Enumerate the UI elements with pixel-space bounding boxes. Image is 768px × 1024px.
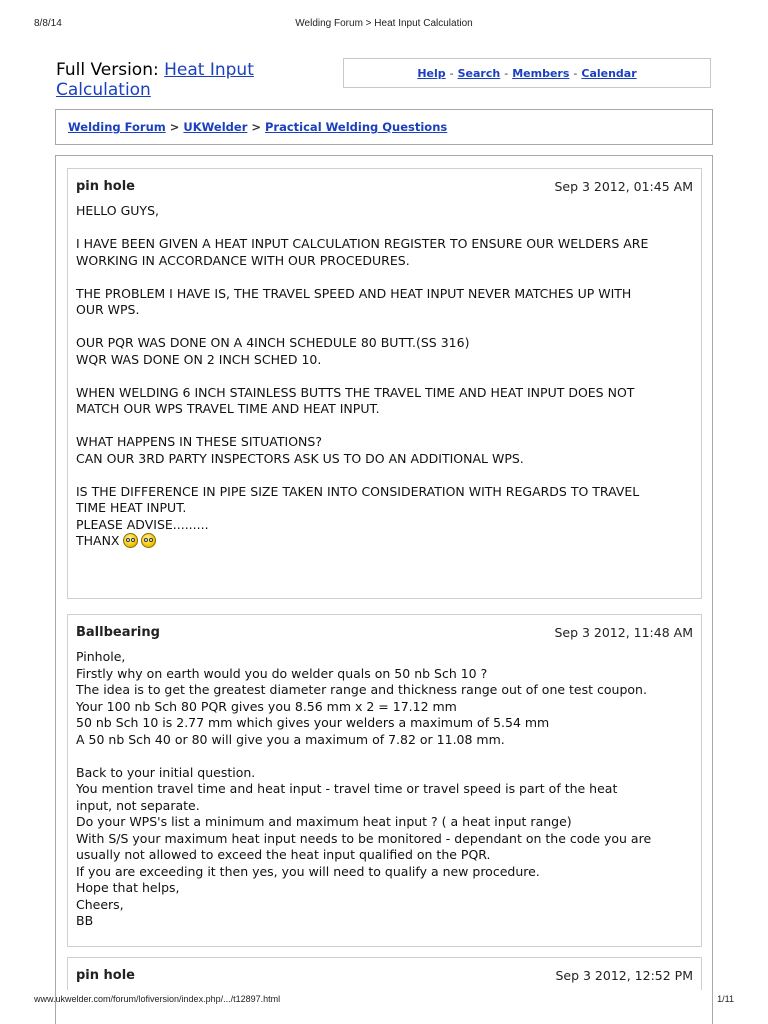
post [67, 168, 702, 599]
post-text-line: BB [76, 913, 94, 928]
confused-smiley-icon [141, 533, 156, 548]
post-paragraph-gap [76, 319, 693, 336]
nav-separator: - [504, 66, 509, 80]
post-text-line: usually not allowed to exceed the heat input qualified on the PQR. [76, 847, 491, 862]
post [67, 614, 702, 947]
print-page-number: 1/11 [717, 994, 734, 1004]
post-paragraph-gap [76, 748, 693, 765]
post-text-line: IS THE DIFFERENCE IN PIPE SIZE TAKEN INTO CONSIDERATION WITH REGARDS TO TRAVEL [76, 483, 640, 499]
members-link[interactable]: Members [512, 66, 570, 80]
post-text-line: OUR PQR WAS DONE ON A 4INCH SCHEDULE 80 BUTT.(SS 316) [76, 335, 470, 350]
post-header [68, 958, 701, 992]
post-author: pin hole [76, 967, 136, 983]
post-text-line: Your 100 nb Sch 80 PQR gives you 8.56 mm x 2 = 17.12 mm [76, 698, 457, 714]
post-text-line: You mention travel time and heat input - travel time or travel speed is part of the heat [76, 781, 618, 796]
post-text-line: THANX [76, 533, 693, 550]
post-text-line: Back to your initial question. [76, 764, 256, 780]
print-url: www.ukwelder.com/forum/lofiversion/index.php/.../t12897.html [34, 994, 281, 1004]
post-text-line: PLEASE ADVISE......... [76, 516, 209, 532]
confused-smiley-icon [123, 533, 138, 548]
breadcrumb-separator: > [251, 120, 261, 134]
post-date: Sep 3 2012, 01:45 AM [554, 178, 693, 194]
post-author: pin hole [76, 178, 136, 194]
post-paragraph-gap [76, 220, 693, 237]
post-paragraph-gap [76, 467, 693, 484]
post-date: Sep 3 2012, 12:52 PM [555, 967, 693, 983]
help-link[interactable]: Help [417, 66, 446, 80]
post-paragraph-gap [76, 418, 693, 435]
breadcrumb-separator: > [169, 120, 180, 134]
top-navigation [343, 58, 711, 88]
post-text-line: With S/S your maximum heat input needs to be monitored - dependant on the code you are [76, 830, 652, 846]
post-text-line: WHAT HAPPENS IN THESE SITUATIONS? [76, 434, 322, 449]
post-text-line: CAN OUR 3RD PARTY INSPECTORS ASK US TO DO AN ADDITIONAL WPS. [76, 450, 524, 466]
post-header [68, 615, 701, 649]
post-author: Ballbearing [76, 624, 160, 640]
post-body [68, 203, 701, 550]
post-text-line: A 50 nb Sch 40 or 80 will give you a maximum of 7.82 or 11.08 mm. [76, 731, 505, 747]
breadcrumb-practical-welding-questions[interactable]: Practical Welding Questions [265, 120, 448, 134]
full-version-title [56, 60, 326, 100]
breadcrumb-ukwelder[interactable]: UKWelder [183, 120, 248, 134]
full-version-prefix: Full Version: [56, 60, 165, 80]
post-date: Sep 3 2012, 11:48 AM [554, 624, 693, 640]
nav-separator: - [449, 66, 454, 80]
calendar-link[interactable]: Calendar [581, 66, 637, 80]
post-text-line: Cheers, [76, 896, 124, 912]
post-text-line: The idea is to get the greatest diameter range and thickness range out of one test coupon. [76, 682, 647, 697]
post-text-line: 50 nb Sch 10 is 2.77 mm which gives your welders a maximum of 5.54 mm [76, 715, 550, 730]
print-title: Welding Forum > Heat Input Calculation [295, 18, 473, 29]
post-text-line: MATCH OUR WPS TRAVEL TIME AND HEAT INPUT. [76, 401, 380, 416]
post-text-line: WORKING IN ACCORDANCE WITH OUR PROCEDURES. [76, 252, 410, 268]
post-text-line: THE PROBLEM I HAVE IS, THE TRAVEL SPEED AND HEAT INPUT NEVER MATCHES UP WITH [76, 285, 632, 301]
nav-separator: - [573, 66, 578, 80]
post-text-line: OUR WPS. [76, 302, 140, 317]
post-text-line: Firstly why on earth would you do welder quals on 50 nb Sch 10 ? [76, 665, 488, 681]
post-header [68, 169, 701, 203]
post-text-line: WQR WAS DONE ON 2 INCH SCHED 10. [76, 351, 322, 367]
post-body [68, 649, 701, 930]
post-text-line: WHEN WELDING 6 INCH STAINLESS BUTTS THE TRAVEL TIME AND HEAT INPUT DOES NOT [76, 384, 635, 400]
post-text-line: HELLO GUYS, [76, 203, 159, 218]
breadcrumb-welding-forum[interactable]: Welding Forum [68, 120, 166, 134]
post-text-line: TIME HEAT INPUT. [76, 500, 187, 515]
print-date: 8/8/14 [34, 18, 62, 29]
post-text-line: Do your WPS's list a minimum and maximum heat input ? ( a heat input range) [76, 814, 572, 829]
breadcrumb [55, 109, 713, 145]
post-text-line: Pinhole, [76, 649, 126, 664]
post-text-line: input, not separate. [76, 797, 200, 813]
post-paragraph-gap [76, 368, 693, 385]
full-version-link[interactable]: Heat Input Calculation [56, 60, 254, 100]
post-text-line: I HAVE BEEN GIVEN A HEAT INPUT CALCULATION REGISTER TO ENSURE OUR WELDERS ARE [76, 236, 649, 251]
post-text-line: Hope that helps, [76, 880, 180, 895]
post [67, 957, 702, 990]
post-text-line: If you are exceeding it then yes, you will need to qualify a new procedure. [76, 863, 540, 879]
search-link[interactable]: Search [457, 66, 501, 80]
post-paragraph-gap [76, 269, 693, 286]
